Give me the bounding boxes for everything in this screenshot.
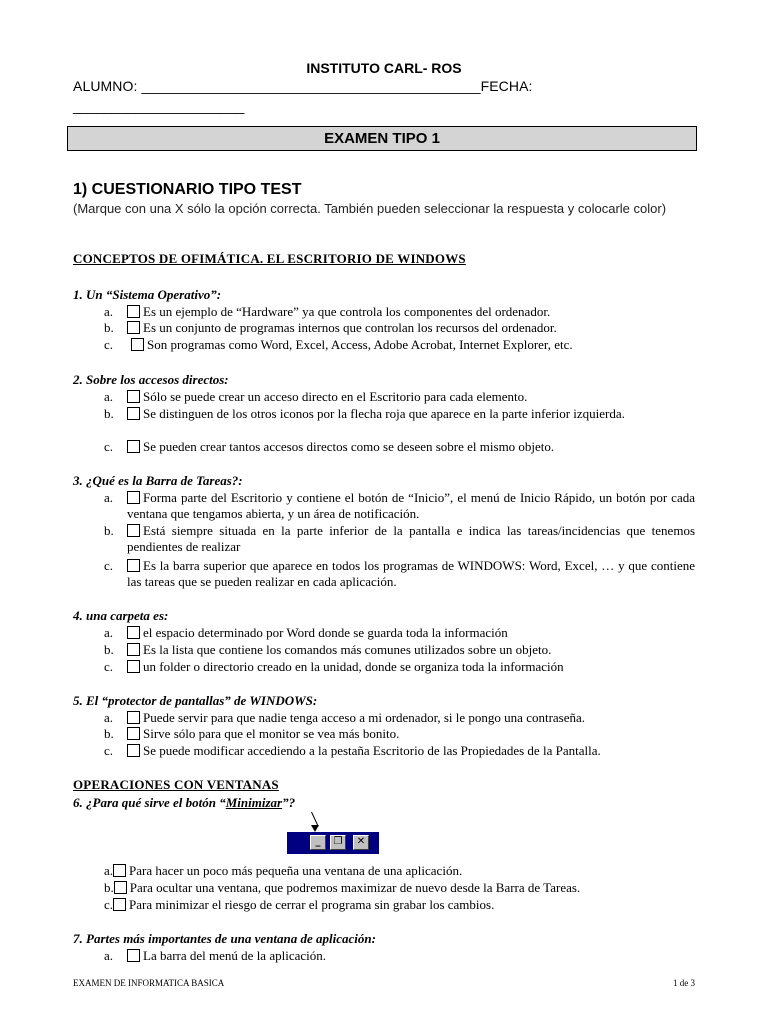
checkbox[interactable]	[127, 321, 140, 334]
option-letter: c.	[104, 743, 114, 758]
option-q3-b[interactable]	[127, 523, 695, 555]
option-text: Se distinguen de los otros iconos por la flecha roja que aparece en la parte inferior izquierda.	[143, 406, 625, 421]
option-letter: a.	[104, 490, 114, 505]
option-q2-b[interactable]	[127, 406, 695, 422]
exam-title-box: EXAMEN TIPO 1	[67, 126, 697, 151]
checkbox[interactable]	[127, 711, 140, 724]
checkbox[interactable]	[113, 864, 126, 877]
checkbox[interactable]	[127, 524, 140, 537]
institute-title: INSTITUTO CARL- ROS	[306, 60, 462, 76]
option-text: Es la barra superior que aparece en todos los programas de WINDOWS: Word, Excel, … y que contiene las tareas que se pueden realizar en cada aplicación.	[127, 558, 695, 589]
option-letter: c.	[104, 558, 114, 573]
option-q4-c[interactable]	[127, 659, 695, 675]
option-text: un folder o directorio creado en la unidad, donde se organiza toda la información	[143, 659, 564, 674]
option-q3-a[interactable]	[127, 490, 695, 522]
window-titlebar-illustration	[287, 832, 379, 854]
checkbox[interactable]	[131, 338, 144, 351]
option-text: Sólo se puede crear un acceso directo en el Escritorio para cada elemento.	[143, 389, 528, 404]
option-text: Es la lista que contiene los comandos más comunes utilizados sobre un objeto.	[143, 642, 552, 657]
minimize-word: Minimizar	[225, 795, 283, 810]
option-q7-a[interactable]	[127, 948, 695, 964]
option-text: Está siempre situada en la parte inferior de la pantalla e indica las tareas/incidencias que tenemos pendientes de realizar	[127, 523, 695, 554]
windows-ops-subtitle: OPERACIONES CON VENTANAS	[73, 777, 279, 792]
checkbox[interactable]	[127, 626, 140, 639]
option-letter: c.	[104, 337, 114, 352]
option-text: Se pueden crear tantos accesos directos como se deseen sobre el mismo objeto.	[143, 439, 555, 454]
checkbox[interactable]	[127, 491, 140, 504]
option-text: Es un conjunto de programas internos que controlan los recursos del ordenador.	[143, 320, 557, 335]
test-section-title: 1) CUESTIONARIO TIPO TEST	[73, 181, 302, 198]
option-q2-c[interactable]	[127, 439, 695, 455]
page-number: 1 de 3	[673, 978, 695, 988]
option-q5-a[interactable]	[127, 710, 695, 726]
option-q5-b[interactable]	[127, 726, 695, 742]
checkbox[interactable]	[127, 440, 140, 453]
question-7: 7. Partes más importantes de una ventana de aplicación:	[73, 931, 376, 946]
checkbox[interactable]	[127, 744, 140, 757]
option-letter: b.	[104, 726, 114, 741]
checkbox[interactable]	[113, 898, 126, 911]
option-letter: b.	[104, 406, 114, 421]
option-letter: a.	[104, 863, 114, 878]
option-text: Es un ejemplo de “Hardware” ya que controla los componentes del ordenador.	[143, 304, 551, 319]
option-letter: b.	[104, 880, 114, 895]
minimize-icon[interactable]: _	[310, 835, 326, 850]
pointer-arrow-head	[311, 825, 319, 832]
question-3: 3. ¿Qué es la Barra de Tareas?:	[73, 473, 243, 488]
option-text: Sirve sólo para que el monitor se vea más bonito.	[143, 726, 400, 741]
option-q5-c[interactable]	[127, 743, 695, 759]
student-name-line: ALUMNO: ___________________________________________FECHA:	[73, 78, 533, 94]
checkbox[interactable]	[127, 305, 140, 318]
restore-icon[interactable]: ❐	[330, 835, 346, 850]
question-2: 2. Sobre los accesos directos:	[73, 372, 229, 387]
checkbox[interactable]	[127, 949, 140, 962]
question-6	[73, 795, 295, 811]
checkbox[interactable]	[127, 390, 140, 403]
checkbox[interactable]	[127, 660, 140, 673]
question-6-suffix: ”?	[282, 795, 296, 810]
option-text: Forma parte del Escritorio y contiene el botón de “Inicio”, el menú de Inicio Rápido, un botón por cada ventana que tengamos abierta, y un área de notificación.	[127, 490, 695, 521]
option-letter: a.	[104, 389, 114, 404]
date-line: ______________________	[73, 98, 245, 114]
option-text: Para hacer un poco más pequeña una ventana de una aplicación.	[129, 863, 463, 878]
question-5: 5. El “protector de pantallas” de WINDOWS:	[73, 693, 318, 708]
option-letter: b.	[104, 320, 114, 335]
option-q4-b[interactable]	[127, 642, 695, 658]
option-letter: c.	[104, 439, 114, 454]
option-q1-a[interactable]	[127, 304, 695, 320]
option-text: Son programas como Word, Excel, Access, Adobe Acrobat, Internet Explorer, etc.	[147, 337, 573, 352]
option-text: La barra del menú de la aplicación.	[143, 948, 326, 963]
option-q3-c[interactable]	[127, 558, 695, 590]
option-letter: a.	[104, 625, 114, 640]
question-6-prefix: 6. ¿Para qué sirve el botón “	[73, 795, 226, 810]
checkbox[interactable]	[127, 407, 140, 420]
option-letter: a.	[104, 710, 114, 725]
question-1: 1. Un “Sistema Operativo”:	[73, 287, 222, 302]
option-letter: b.	[104, 523, 114, 538]
option-text: Para minimizar el riesgo de cerrar el programa sin grabar los cambios.	[129, 897, 495, 912]
checkbox[interactable]	[127, 559, 140, 572]
option-text: Se puede modificar accediendo a la pestaña Escritorio de las Propiedades de la Pantalla.	[143, 743, 601, 758]
option-q6-a[interactable]	[104, 863, 694, 879]
option-q1-b[interactable]	[127, 320, 695, 336]
question-4: 4. una carpeta es:	[73, 608, 169, 623]
option-q1-c[interactable]	[131, 337, 699, 353]
option-q4-a[interactable]	[127, 625, 695, 641]
footer-title: EXAMEN DE INFORMATICA BASICA	[73, 978, 225, 988]
checkbox[interactable]	[114, 881, 127, 894]
option-text: el espacio determinado por Word donde se guarda toda la información	[143, 625, 508, 640]
option-letter: a.	[104, 304, 114, 319]
option-q6-b[interactable]	[104, 880, 694, 896]
option-letter: c.	[104, 897, 114, 912]
checkbox[interactable]	[127, 643, 140, 656]
option-q2-a[interactable]	[127, 389, 695, 405]
checkbox[interactable]	[127, 727, 140, 740]
option-letter: c.	[104, 659, 114, 674]
option-text: Para ocultar una ventana, que podremos maximizar de nuevo desde la Barra de Tareas.	[129, 880, 581, 895]
option-q6-c[interactable]	[104, 897, 694, 913]
option-text: Puede servir para que nadie tenga acceso a mi ordenador, si le pongo una contraseña.	[143, 710, 586, 725]
option-letter: a.	[104, 948, 114, 963]
close-icon[interactable]: ✕	[353, 835, 369, 850]
instructions-note: (Marque con una X sólo la opción correcta. También pueden seleccionar la respuesta y colocarle color)	[73, 201, 667, 216]
option-letter: b.	[104, 642, 114, 657]
concepts-subtitle: CONCEPTOS DE OFIMÁTICA. EL ESCRITORIO DE WINDOWS	[73, 251, 466, 266]
